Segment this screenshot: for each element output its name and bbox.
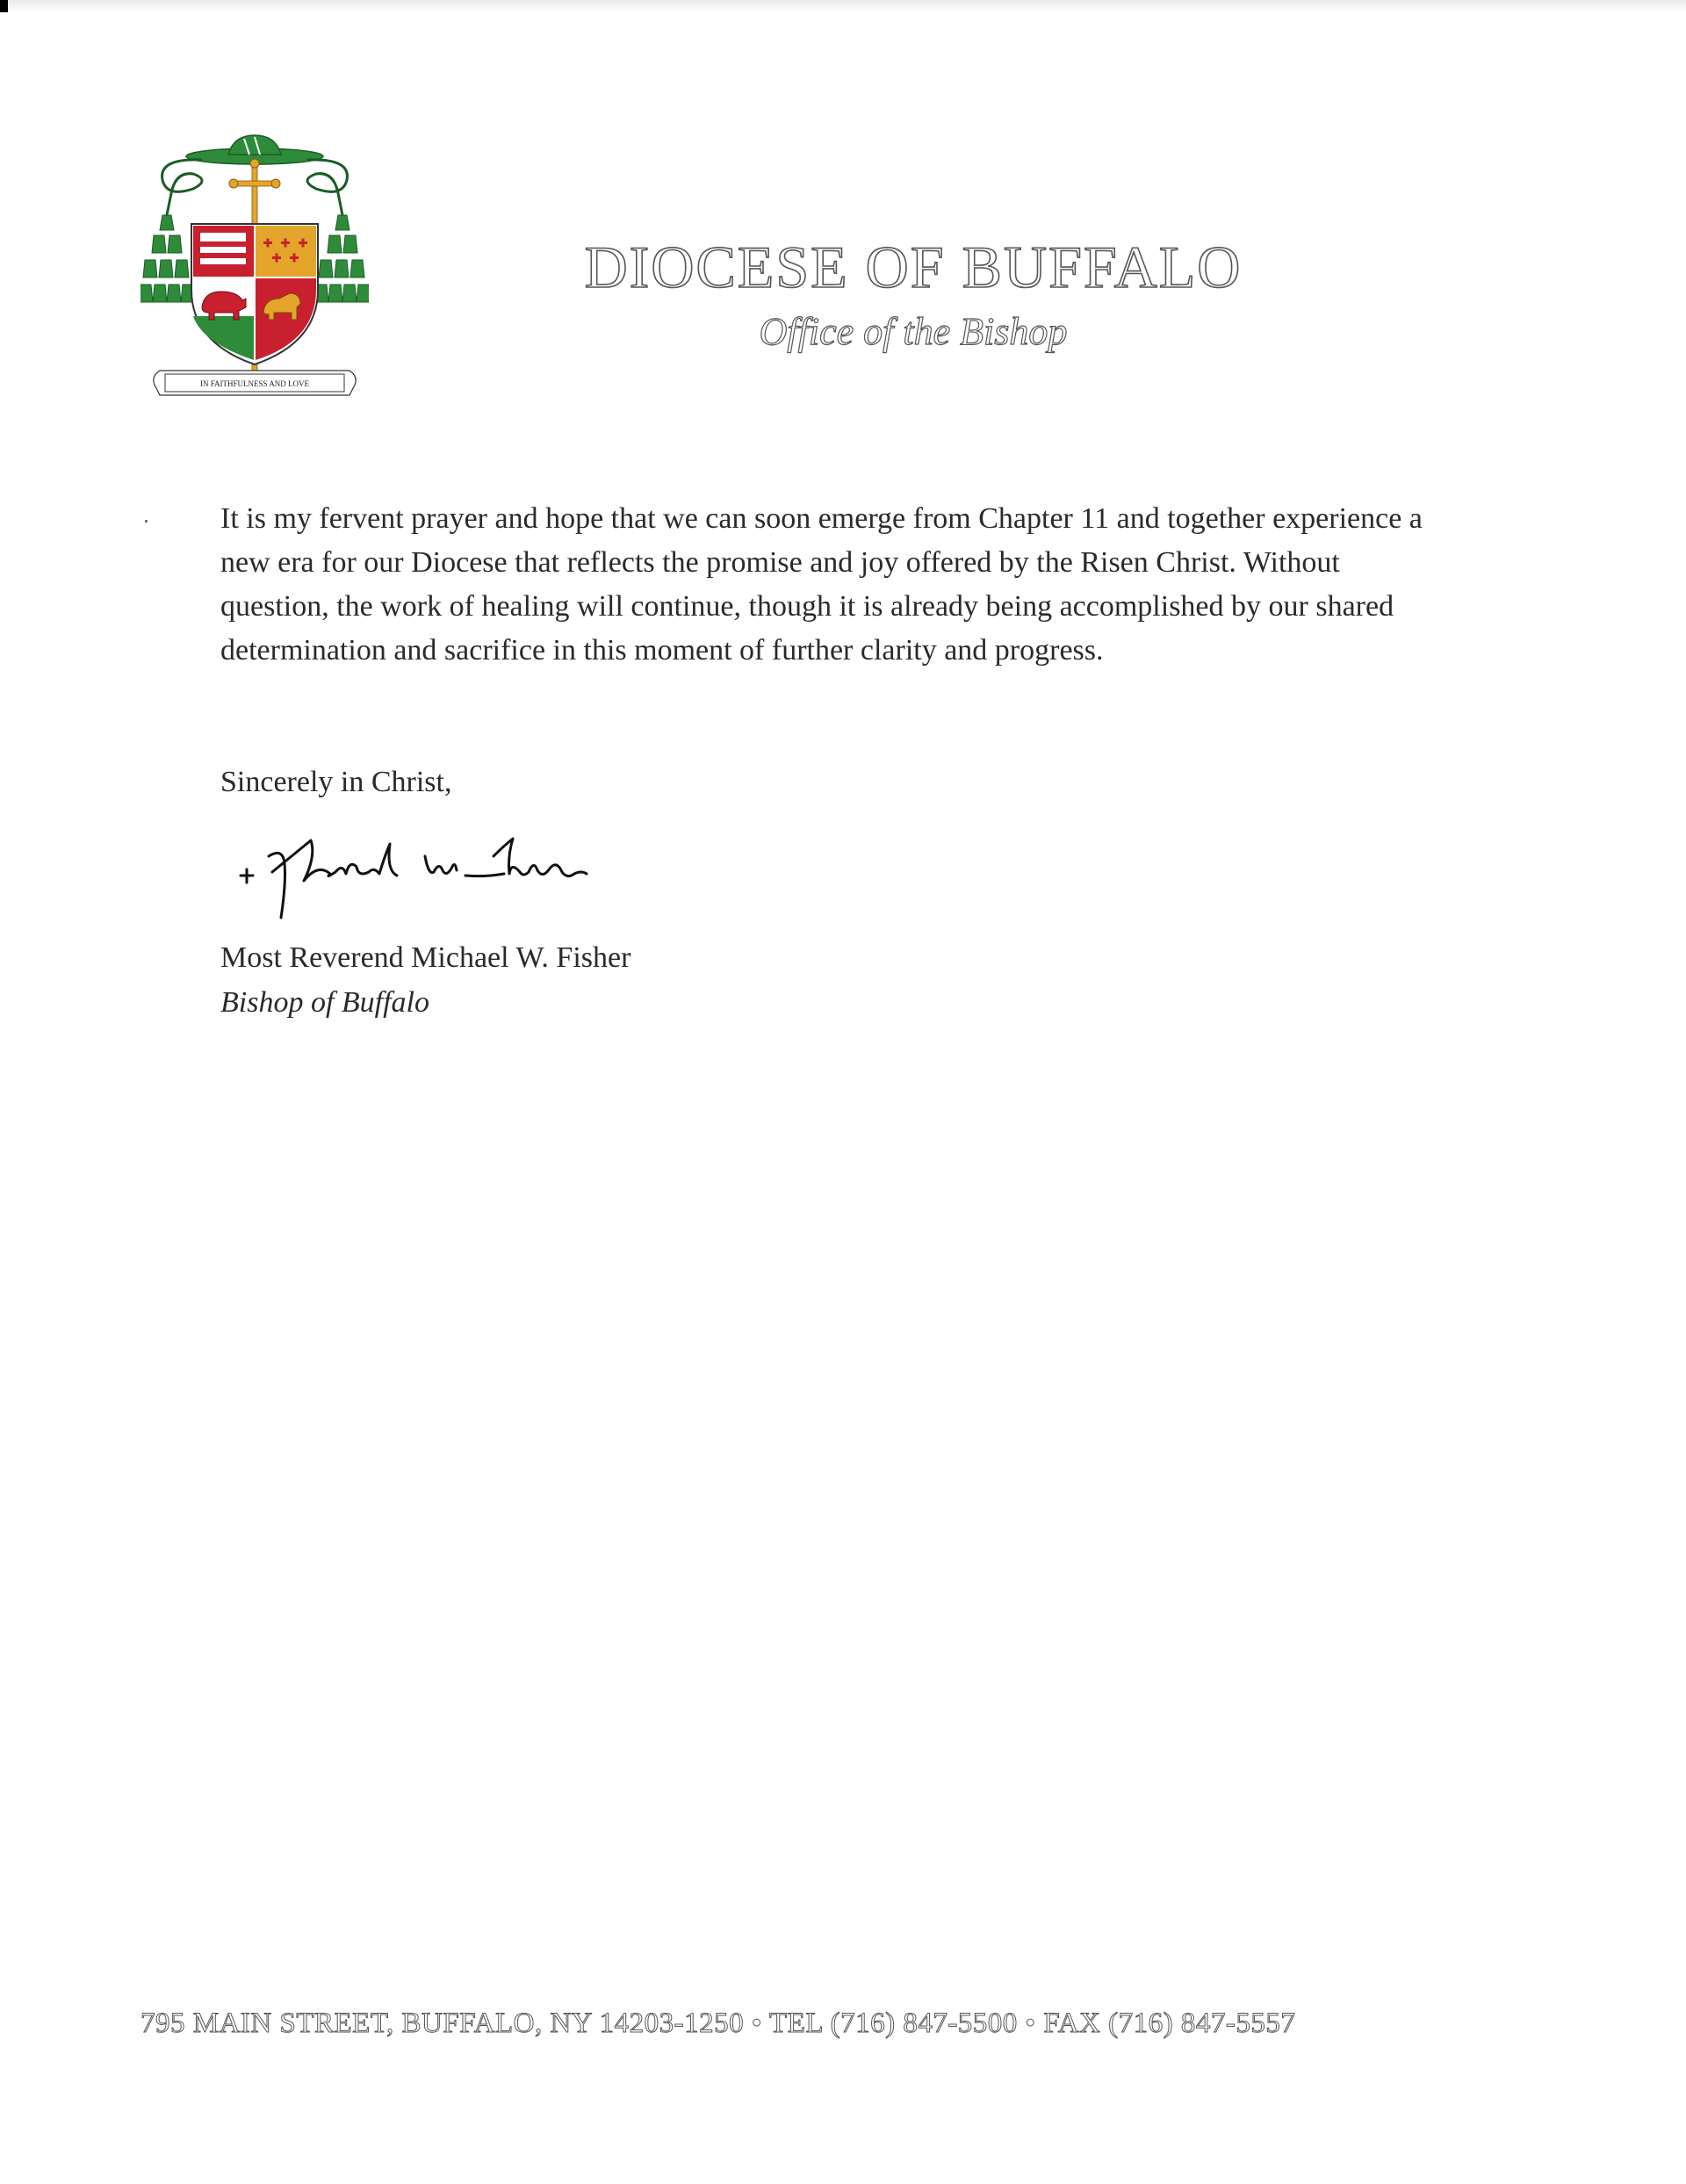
motto-scroll [154, 371, 356, 395]
letter-closing: Sincerely in Christ, [220, 766, 452, 798]
letterhead-title: DIOCESE OF BUFFALO [584, 234, 1243, 300]
footer-address: 795 MAIN STREET, BUFFALO, NY 14203-1250 • TEL (716) 847-5500 • FAX (716) 847-5557 [140, 2007, 1296, 2039]
scan-mark [0, 0, 8, 12]
signer-name: Most Reverend Michael W. Fisher [220, 941, 631, 974]
tassels-left [140, 215, 195, 302]
stray-mark [145, 520, 148, 523]
letterhead [527, 234, 1300, 353]
letterhead-subtitle: Office of the Bishop [759, 310, 1068, 353]
signer-title: Bishop of Buffalo [220, 986, 429, 1019]
shield [191, 224, 318, 364]
signature-image [230, 821, 669, 926]
scan-edge [0, 0, 1686, 12]
coat-of-arms [140, 132, 369, 422]
tassels-right [314, 215, 369, 302]
motto-text: IN FAITHFULNESS AND LOVE [199, 379, 310, 388]
letter-body: It is my fervent prayer and hope that we can soon emerge from Chapter 11 and together experience a new era for our Diocese that reflects the promise and joy offered by the Risen Christ. Without question, the work of healing will continue, though it is already being accomplished by our shared determination and sacrifice in this moment of further clarity and progress. [220, 502, 1423, 667]
